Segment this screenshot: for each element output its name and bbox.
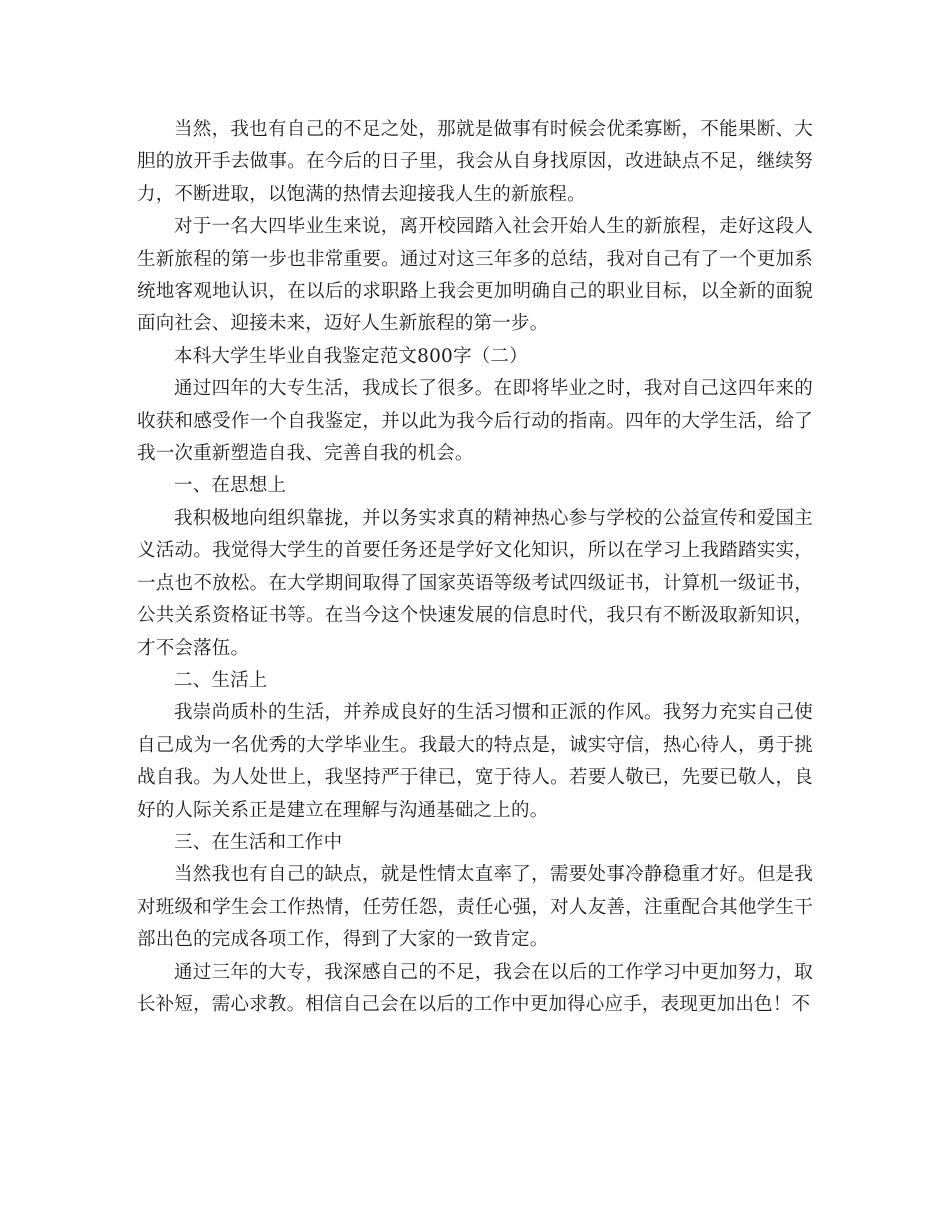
heading-life-and-work: 三、在生活和工作中 <box>174 831 343 853</box>
paragraph-life: 我崇尚质朴的生活，并养成良好的生活习惯和正派的作风。我努力充实自己使自己成为一名优秀的大学毕业生。我最大的特点是，诚实守信，热心待人，勇于挑战自我。为人处世上，我坚持严于律已，宽于待人。若要人敬已，先要已敬人，良好的人际关系正是建立在理解与沟通基础之上的。 <box>137 702 813 821</box>
paragraph-ideology: 我积极地向组织靠拢，并以务实求真的精神热心参与学校的公益宣传和爱国主义活动。我觉得大学生的首要任务还是学好文化知识，所以在学习上我踏踏实实，一点也不放松。在大学期间取得了国家英语等级考试四级证书，计算机一级证书，公共关系资格证书等。在当今这个快速发展的信息时代，我只有不断汲取新知识，才不会落伍。 <box>137 507 813 659</box>
paragraph-four-years: 通过四年的大专生活，我成长了很多。在即将毕业之时，我对自己这四年来的收获和感受作一个自我鉴定，并以此为我今后行动的指南。四年的大学生活，给了我一次重新塑造自我、完善自我的机会。 <box>137 378 813 465</box>
paragraph-life-and-work: 当然我也有自己的缺点，就是性情太直率了，需要处事冷静稳重才好。但是我对班级和学生会工作热情，任劳任怨，责任心强，对人友善，注重配合其他学生干部出色的完成各项工作，得到了大家的一致肯定。 <box>137 864 813 951</box>
document-body <box>137 114 813 1021</box>
section-title-example-two: 本科大学生毕业自我鉴定范文800字（二） <box>174 345 528 367</box>
heading-life: 二、生活上 <box>174 669 268 691</box>
paragraph-conclusion: 通过三年的大专，我深感自己的不足，我会在以后的工作学习中更加努力，取长补短，需心求教。相信自己会在以后的工作中更加得心应手，表现更加出色！不 <box>137 961 813 1015</box>
paragraph-shortcomings: 当然，我也有自己的不足之处，那就是做事有时候会优柔寡断，不能果断、大胆的放开手去做事。在今后的日子里，我会从自身找原因，改进缺点不足，继续努力，不断进取，以饱满的热情去迎接我人生的新旅程。 <box>137 119 813 205</box>
paragraph-senior-graduate: 对于一名大四毕业生来说，离开校园踏入社会开始人生的新旅程，走好这段人生新旅程的第一步也非常重要。通过对这三年多的总结，我对自己有了一个更加系统地客观地认识，在以后的求职路上我会更加明确自己的职业目标，以全新的面貌面向社会、迎接未来，迈好人生新旅程的第一步。 <box>137 216 813 335</box>
heading-ideology: 一、在思想上 <box>174 475 287 497</box>
